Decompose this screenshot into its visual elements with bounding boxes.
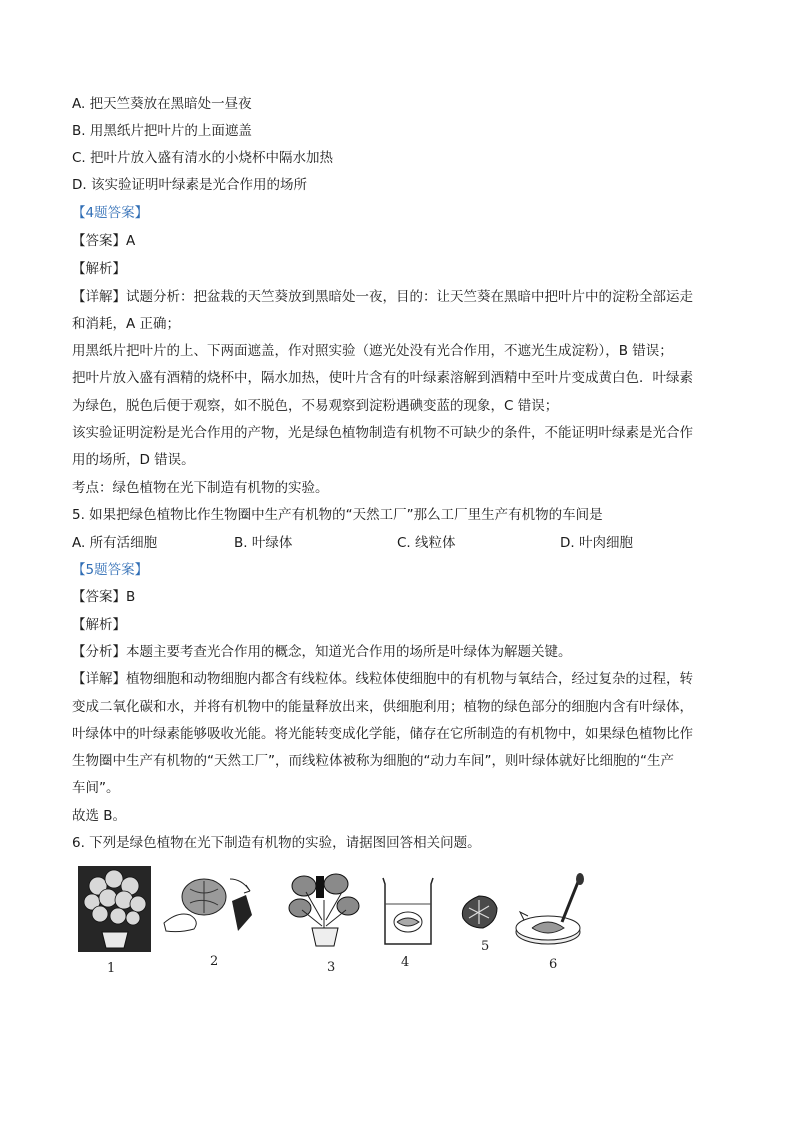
- q5-option-b: B. 叶绿体: [234, 535, 293, 551]
- q5-option-c: C. 线粒体: [397, 535, 456, 551]
- figure-leaf: [459, 894, 499, 930]
- figure-dish-dropper: [512, 872, 592, 952]
- figure-covering-leaf: [160, 871, 260, 941]
- q4-option-b: B. 用黑纸片把叶片的上面遮盖: [72, 123, 252, 139]
- q4-detail-line-3: 用黑纸片把叶片的上、下两面遮盖，作对照实验（遮光处没有光合作用，不遮光生成淀粉），B 错误；: [72, 343, 673, 359]
- q5-analysis: 【分析】本题主要考查光合作用的概念，知道光合作用的场所是叶绿体为解题关键。: [72, 644, 572, 660]
- figure-label-4: 4: [401, 955, 410, 970]
- q5-detail-line-3: 叶绿体中的叶绿素能够吸收光能。将光能转变成化学能，储存在它所制造的有机物中，如果绿色植物比作: [72, 726, 693, 742]
- figure-label-3: 3: [327, 960, 336, 975]
- figure-label-1: 1: [107, 961, 116, 976]
- q4-option-a: A. 把天竺葵放在黑暗处一昼夜: [72, 96, 252, 112]
- q4-answer-tag: 【4题答案】: [72, 205, 149, 221]
- q5-detail-line-2: 变成二氧化碳和水，并将有机物中的能量释放出来，供细胞利用；植物的绿色部分的细胞内含有叶绿体，: [72, 699, 693, 715]
- q4-option-d: D. 该实验证明叶绿素是光合作用的场所: [72, 177, 307, 193]
- q5-conclusion: 故选 B。: [72, 808, 127, 824]
- q5-option-d: D. 叶肉细胞: [560, 535, 633, 551]
- q5-stem: 5. 如果把绿色植物比作生物圈中生产有机物的“天然工厂”那么工厂里生产有机物的车间是: [72, 507, 603, 523]
- q4-detail-line-1: 【详解】试题分析：把盆栽的天竺葵放到黑暗处一夜，目的：让天竺葵在黑暗中把叶片中的淀粉全部运走: [72, 289, 693, 305]
- q5-detail-line-5: 车间”。: [72, 780, 120, 796]
- q4-detail-line-6: 该实验证明淀粉是光合作用的产物，光是绿色植物制造有机物不可缺少的条件，不能证明叶绿素是光合作: [72, 425, 693, 441]
- q5-detail-line-4: 生物圈中生产有机物的“天然工厂”，而线粒体被称为细胞的“动力车间”，则叶绿体就好比细胞的“生产: [72, 753, 674, 769]
- q4-option-c: C. 把叶片放入盛有清水的小烧杯中隔水加热: [72, 150, 334, 166]
- q4-analysis-tag: 【解析】: [72, 261, 126, 277]
- q4-detail-line-2: 和消耗，A 正确；: [72, 316, 181, 332]
- figure-label-2: 2: [210, 954, 219, 969]
- q5-answer-tag: 【5题答案】: [72, 562, 149, 578]
- figure-beaker-leaf: [377, 876, 437, 948]
- figure-plant-in-light: [286, 870, 366, 952]
- q5-option-a: A. 所有活细胞: [72, 535, 158, 551]
- q4-answer: 【答案】A: [72, 233, 136, 249]
- figure-potted-plant-dark: [78, 866, 151, 952]
- q4-detail-line-4: 把叶片放入盛有酒精的烧杯中，隔水加热，使叶片含有的叶绿素溶解到酒精中至叶片变成黄白色．叶绿素: [72, 370, 693, 386]
- q4-point: 考点：绿色植物在光下制造有机物的实验。: [72, 480, 329, 496]
- q5-answer: 【答案】B: [72, 589, 136, 605]
- figure-label-5: 5: [481, 939, 490, 954]
- q4-detail-line-5: 为绿色，脱色后便于观察，如不脱色，不易观察到淀粉遇碘变蓝的现象，C 错误；: [72, 398, 559, 414]
- q6-stem: 6. 下列是绿色植物在光下制造有机物的实验，请据图回答相关问题。: [72, 835, 481, 851]
- q5-detail-line-1: 【详解】植物细胞和动物细胞内都含有线粒体。线粒体使细胞中的有机物与氧结合，经过复杂的过程，转: [72, 671, 693, 687]
- figure-label-6: 6: [549, 957, 558, 972]
- q5-analysis-tag: 【解析】: [72, 617, 126, 633]
- q4-detail-line-7: 用的场所，D 错误。: [72, 452, 195, 468]
